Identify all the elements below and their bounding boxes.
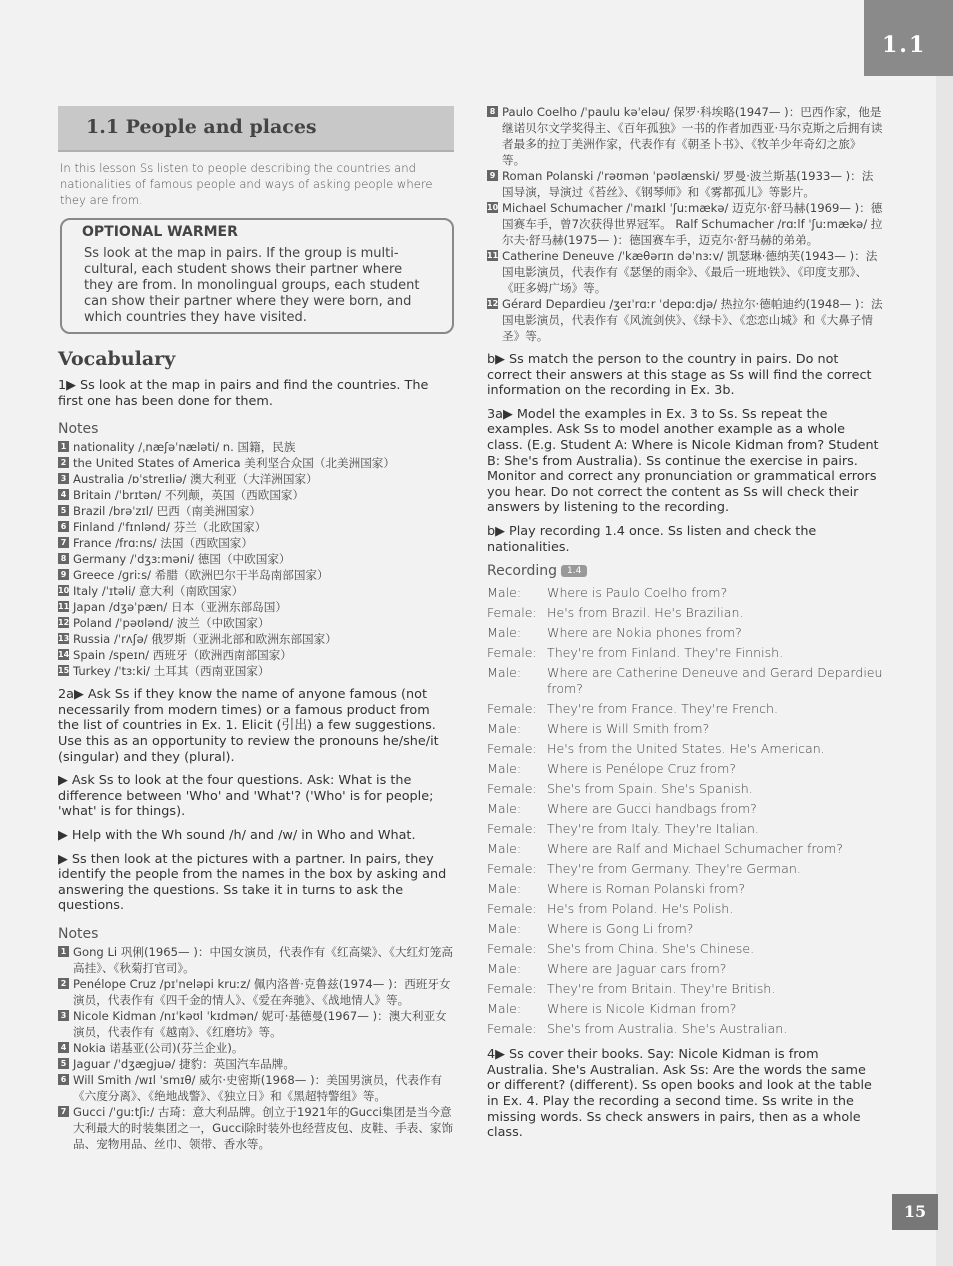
note-number: 11 <box>58 602 70 612</box>
note-number: 15 <box>58 666 70 676</box>
speaker-label: Female: <box>487 981 537 997</box>
left-column <box>58 100 454 1152</box>
exercise-3b: b▶ Play recording 1.4 once. Ss listen and check the nationalities. <box>487 523 817 555</box>
note-item <box>58 1056 454 1072</box>
notes-heading: Notes <box>58 421 99 438</box>
exercise-1: 1▶ Ss look at the map in pairs and find the countries. The first one has been done for them. <box>58 378 429 409</box>
speaker-label: Female: <box>487 645 537 661</box>
note-text: Turkey /ˈtɜːki/ 土耳其（西南亚国家） <box>73 664 270 679</box>
speaker-label: Female: <box>487 781 537 797</box>
notes-list-1 <box>58 439 454 679</box>
note-number: 8 <box>58 553 69 564</box>
note-text: the United States of America 美利坚合众国（北美洲国家） <box>73 456 395 471</box>
note-number: 14 <box>58 650 70 660</box>
note-number: 8 <box>487 106 498 117</box>
recording-transcript <box>487 583 883 1039</box>
note-item <box>58 519 454 535</box>
note-text: Will Smith /wɪl ˈsmɪθ/ 威尔·史密斯(1968— )：美国男演员，代表作有《六度分离》、《绝地战警》、《独立日》和《黑超特警组》等。 <box>73 1072 443 1103</box>
note-number: 3 <box>58 473 69 484</box>
note-item <box>58 1040 454 1056</box>
speaker-label: Male: <box>487 625 522 641</box>
recording-badge: 1.4 <box>561 565 587 577</box>
recording-label: Recording <box>487 563 558 580</box>
spoken-line: Where are Nokia phones from? <box>547 625 742 641</box>
note-number: 2 <box>58 457 69 468</box>
spoken-line: Where is Gong Li from? <box>547 921 694 937</box>
note-item <box>58 503 454 519</box>
speaker-label: Female: <box>487 605 537 621</box>
transcript-line <box>487 919 883 939</box>
transcript-line <box>487 979 883 999</box>
warmer-heading: OPTIONAL WARMER <box>82 224 238 240</box>
transcript-line <box>487 643 883 663</box>
speaker-label: Female: <box>487 821 537 837</box>
note-text: Roman Polanski /ˈrəʊmən ˈpəʊlænski/ 罗曼·波兰斯基(1933— )：法国导演，导演过《苔丝》、《钢琴师》和《雾都孤儿》等影片。 <box>502 169 874 199</box>
page-title: 1.1 People and places <box>86 116 317 138</box>
speaker-label: Female: <box>487 861 537 877</box>
transcript-line <box>487 1019 883 1039</box>
notes-list-2 <box>58 944 454 1152</box>
spoken-line: Where is Paulo Coelho from? <box>547 585 728 601</box>
exercise-2b: b▶ Ss match the person to the country in pairs. Do not correct their answers at this stage as Ss will find the correct information on the recording in Ex. 3b. <box>487 352 872 399</box>
spoken-line: Where are Jaguar cars from? <box>547 961 727 977</box>
right-column <box>487 104 883 1141</box>
speaker-label: Male: <box>487 721 522 737</box>
note-text: Poland /ˈpəʊlənd/ 波兰（中欧国家） <box>73 616 270 631</box>
note-item <box>58 455 454 471</box>
transcript-line <box>487 583 883 603</box>
note-item <box>58 1104 454 1152</box>
speaker-label: Male: <box>487 665 522 681</box>
spoken-line: Where is Penélope Cruz from? <box>547 761 737 777</box>
note-number: 9 <box>58 569 69 580</box>
note-number: 10 <box>58 586 70 596</box>
speaker-label: Female: <box>487 1021 537 1037</box>
note-item <box>58 976 454 1008</box>
speaker-label: Male: <box>487 841 522 857</box>
note-text: Paulo Coelho /ˈpaulu kəˈeləu/ 保罗·科埃略(1947— )：巴西作家，他是继诺贝尔文学奖得主、《百年孤独》一书的作者加西亚·马尔克斯之后拥有读者最多的拉丁美洲作家，代表作有《朝圣卜书》、《牧羊少年奇幻之旅》等。 <box>502 105 883 167</box>
note-text: Gérard Depardieu /ʒeɪˈrɑːr ˈdepɑːdjə/ 热拉尔·德帕迪约(1948— )：法国电影演员，代表作有《风流剑侠》、《绿卡》、《恋恋山城》和《大鼻子情圣》等。 <box>502 297 883 343</box>
note-item <box>58 944 454 976</box>
note-number: 5 <box>58 1058 69 1069</box>
speaker-label: Female: <box>487 701 537 717</box>
transcript-line <box>487 603 883 623</box>
transcript-line <box>487 699 883 719</box>
spoken-line: He's from Poland. He's Polish. <box>547 901 734 917</box>
note-text: Australia /ɒˈstreɪliə/ 澳大利亚（大洋洲国家） <box>73 472 318 487</box>
intro-text: In this lesson Ss listen to people describing the countries and nationalities of famous people and ways of asking people where they are from. <box>60 161 433 207</box>
note-number: 6 <box>58 521 69 532</box>
note-text: Japan /dʒəˈpæn/ 日本（亚洲东部岛国） <box>73 600 287 615</box>
transcript-line <box>487 739 883 759</box>
note-number: 1 <box>58 946 69 957</box>
note-number: 10 <box>487 203 499 212</box>
note-text: Michael Schumacher /ˈmaɪkl ˈʃuːmækə/ 迈克尔·舒马赫(1969— )：德国赛车手，曾7次获得世界冠军。 Ralf Schumacher /rɑːlf ˈʃuːmækə/ 拉尔夫·舒马赫(1975— )：德国赛车手，迈克尔·舒马赫的弟弟。 <box>502 201 883 247</box>
note-text: Greece /ɡriːs/ 希腊（欧洲巴尔干半岛南部国家） <box>73 568 329 583</box>
speaker-label: Male: <box>487 961 522 977</box>
note-text: nationality /ˌnæʃəˈnæləti/ n. 国籍，民族 <box>73 440 296 455</box>
spoken-line: She's from Spain. She's Spanish. <box>547 781 753 797</box>
spoken-line: They're from Germany. They're German. <box>547 861 801 877</box>
exercise-2a: 2a▶ Ask Ss if they know the name of anyone famous (not necessarily from modern times) or a famous product from the list of countries in Ex. 1. Elicit (引出) a few suggestions. Use this as an opportunity to review the pronouns he/she/it (singular) and they (plural). <box>58 687 439 765</box>
note-text: Finland /ˈfɪnlənd/ 芬兰（北欧国家） <box>73 520 267 535</box>
spoken-line: She's from China. She's Chinese. <box>547 941 755 957</box>
note-number: 6 <box>58 1074 69 1085</box>
speaker-label: Female: <box>487 941 537 957</box>
transcript-line <box>487 959 883 979</box>
section-tab: 1.1 <box>864 0 953 76</box>
note-text: Jaguar /ˈdʒæɡjuə/ 捷豹：英国汽车品牌。 <box>73 1056 295 1071</box>
speaker-label: Male: <box>487 921 522 937</box>
spoken-line: Where are Catherine Deneuve and Gerard Depardieu from? <box>547 665 883 697</box>
warmer-text: Ss look at the map in pairs. If the group is multi-cultural, each student shows their partner where they are from. In monolingual groups, each student can show their partner where they were born, and which countries they have visited. <box>84 246 420 325</box>
spoken-line: Where is Will Smith from? <box>547 721 710 737</box>
transcript-line <box>487 819 883 839</box>
speaker-label: Male: <box>487 1001 522 1017</box>
note-number: 4 <box>58 489 69 500</box>
note-item <box>58 567 454 583</box>
spoken-line: Where are Gucci handbags from? <box>547 801 757 817</box>
note-item <box>58 1008 454 1040</box>
spoken-line: Where is Nicole Kidman from? <box>547 1001 737 1017</box>
note-number: 12 <box>487 299 499 308</box>
spoken-line: They're from Finland. They're Finnish. <box>547 645 784 661</box>
right-edge-bar <box>936 76 953 1266</box>
exercise-2a-bullet-1: ▶ Ask Ss to look at the four questions. Ask: What is the difference between 'Who' and 'What'? ('Who' is for people; 'what' is for things). <box>58 773 434 820</box>
speaker-label: Female: <box>487 901 537 917</box>
note-text: France /frɑːns/ 法国（西欧国家） <box>73 536 253 551</box>
notes-list-3 <box>487 104 883 344</box>
note-text: Catherine Deneuve /ˈkæθərɪn dəˈnɜːv/ 凯瑟琳·德纳芙(1943— )：法国电影演员，代表作有《瑟堡的雨伞》、《最后一班地铁》、《印度支那》、《旺多姆广场》等。 <box>502 249 878 295</box>
note-item <box>58 615 454 631</box>
spoken-line: He's from Brazil. He's Brazilian. <box>547 605 744 621</box>
note-item <box>58 599 454 615</box>
transcript-line <box>487 799 883 819</box>
note-item <box>487 200 883 248</box>
speaker-label: Female: <box>487 741 537 757</box>
note-text: Britain /ˈbrɪtən/ 不列颠，英国（西欧国家） <box>73 488 305 503</box>
note-item <box>58 663 454 679</box>
note-item <box>58 1072 454 1104</box>
note-text: Penélope Cruz /pɪˈneləpi kruːz/ 佩内洛普·克鲁兹(1974— )：西班牙女演员，代表作有《四千金的情人》、《爱在奔驰》、《战地情人》等。 <box>73 976 451 1007</box>
note-item <box>58 631 454 647</box>
speaker-label: Male: <box>487 761 522 777</box>
note-number: 7 <box>58 537 69 548</box>
speaker-label: Male: <box>487 881 522 897</box>
note-number: 5 <box>58 505 69 516</box>
note-item <box>487 296 883 344</box>
note-item <box>58 647 454 663</box>
speaker-label: Male: <box>487 801 522 817</box>
transcript-line <box>487 879 883 899</box>
note-number: 2 <box>58 978 69 989</box>
spoken-line: Where are Ralf and Michael Schumacher from? <box>547 841 843 857</box>
transcript-line <box>487 623 883 643</box>
note-number: 4 <box>58 1042 69 1053</box>
transcript-line <box>487 779 883 799</box>
note-item <box>58 535 454 551</box>
speaker-label: Male: <box>487 585 522 601</box>
recording-heading <box>487 563 883 579</box>
note-item <box>487 104 883 168</box>
note-item <box>58 471 454 487</box>
note-number: 11 <box>487 251 499 260</box>
note-text: Nicole Kidman /nɪˈkəʊl ˈkɪdmən/ 妮可·基德曼(1967— )：澳大利亚女演员，代表作有《越南》、《红磨坊》等。 <box>73 1008 447 1039</box>
note-item <box>58 439 454 455</box>
note-number: 3 <box>58 1010 69 1021</box>
exercise-2a-bullet-2: ▶ Help with the Wh sound /h/ and /w/ in Who and What. <box>58 827 416 843</box>
spoken-line: He's from the United States. He's American. <box>547 741 825 757</box>
note-number: 9 <box>487 170 498 181</box>
note-text: Nokia 诺基亚(公司)(芬兰企业)。 <box>73 1040 244 1055</box>
transcript-line <box>487 939 883 959</box>
title-box <box>58 106 454 152</box>
notes-heading-2: Notes <box>58 925 99 942</box>
note-number: 12 <box>58 618 70 628</box>
exercise-4: 4▶ Ss cover their books. Say: Nicole Kidman is from Australia. She's Australian. Ask Ss: Are the words the same or different? (different). Ss open books and look at the table in Ex. 4. Play the recording a second time. Ss write in the missing words. Ss check answers in pairs, then as a whole class. <box>487 1047 872 1141</box>
page-number: 15 <box>892 1194 938 1230</box>
note-item <box>487 248 883 296</box>
exercise-2a-bullet-3: ▶ Ss then look at the pictures with a partner. In pairs, they identify the people from the names in the box by asking and answering the questions. Ss take it in turns to ask the questions. <box>58 851 447 914</box>
transcript-line <box>487 899 883 919</box>
note-text: Spain /speɪn/ 西班牙（欧洲西南部国家） <box>73 648 292 663</box>
note-text: Gucci /ˈɡuːtʃiː/ 古琦：意大利品牌。创立于1921年的Gucci集团是当今意大利最大的时装集团之一，Gucci除时装外也经营皮包、皮鞋、手表、家饰品、宠物用品、丝巾、领带、香水等。 <box>73 1104 454 1151</box>
transcript-line <box>487 663 883 699</box>
note-item <box>487 168 883 200</box>
spoken-line: She's from Australia. She's Australian. <box>547 1021 788 1037</box>
note-item <box>58 487 454 503</box>
spoken-line: They're from France. They're French. <box>547 701 779 717</box>
note-number: 7 <box>58 1106 69 1117</box>
note-text: Italy /ˈɪtəli/ 意大利（南欧国家） <box>73 584 244 599</box>
transcript-line <box>487 759 883 779</box>
transcript-line <box>487 859 883 879</box>
spoken-line: They're from Italy. They're Italian. <box>547 821 759 837</box>
note-number: 1 <box>58 441 69 452</box>
vocab-heading: Vocabulary <box>58 348 176 370</box>
spoken-line: Where is Roman Polanski from? <box>547 881 746 897</box>
spoken-line: They're from Britain. They're British. <box>547 981 776 997</box>
note-text: Germany /ˈdʒɜːməni/ 德国（中欧国家） <box>73 552 291 567</box>
note-text: Russia /ˈrʌʃə/ 俄罗斯（亚洲北部和欧洲东部国家） <box>73 632 337 647</box>
warmer-box <box>60 218 454 334</box>
note-item <box>58 583 454 599</box>
exercise-3a: 3a▶ Model the examples in Ex. 3 to Ss. Ss repeat the examples. Ask Ss to model another example as a whole class. (E.g. Student A: Where is Nicole Kidman from? Student B: She's from Australia). Ss continue the exercise in pairs. Monitor and correct any pronunciation or grammatical errors you hear. Do not correct the content as Ss will check their answers by listening to the recording. <box>487 406 879 516</box>
transcript-line <box>487 839 883 859</box>
transcript-line <box>487 719 883 739</box>
note-number: 13 <box>58 634 70 644</box>
transcript-line <box>487 999 883 1019</box>
note-item <box>58 551 454 567</box>
note-text: Gong Li 巩俐(1965— )：中国女演员，代表作有《红高粱》、《大红灯笼高高挂》、《秋菊打官司》。 <box>73 944 453 975</box>
note-text: Brazil /brəˈzɪl/ 巴西（南美洲国家） <box>73 504 261 519</box>
